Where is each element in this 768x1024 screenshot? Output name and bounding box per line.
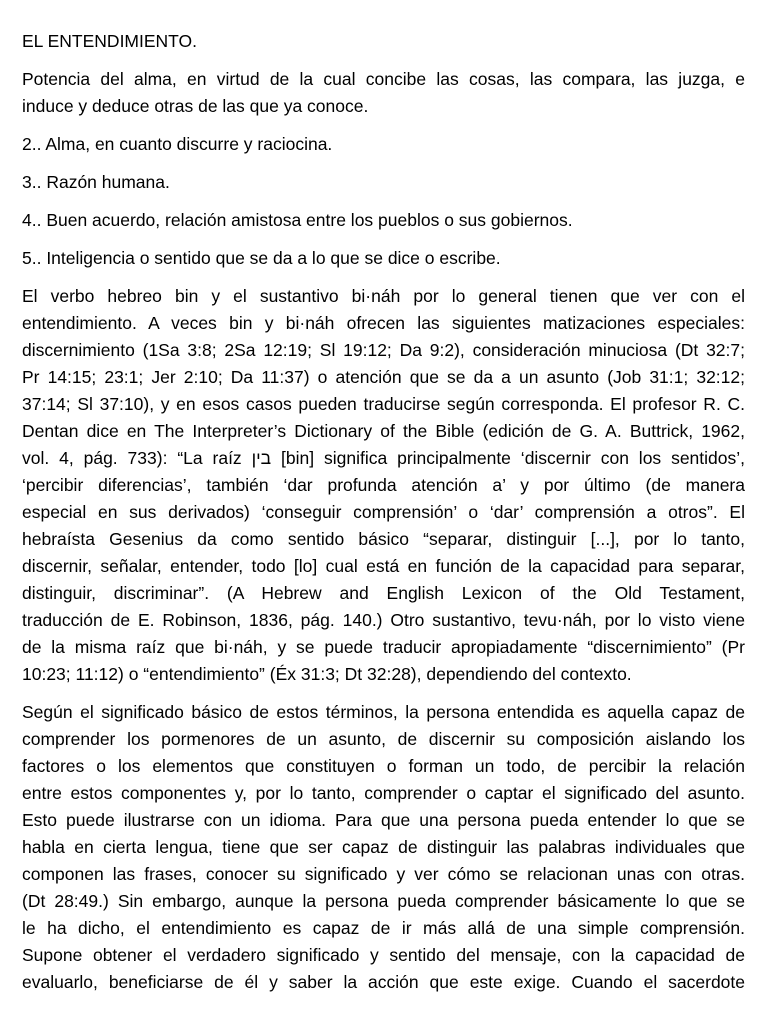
sense-item	[22, 207, 745, 234]
text-line: 37:14; Sl 37:10), y en esos casos pueden traducirse según corresponda. El profesor R. C.	[22, 394, 745, 414]
sense-text: 3.. Razón humana.	[22, 172, 170, 192]
text-line: habla en cierta lengua, tiene que ser capaz de distinguir las palabras individuales que	[22, 837, 745, 857]
text-line: ‘percibir diferencias’, también ‘dar profunda atención a’ y por último (de manera	[22, 475, 745, 495]
text-line: de la misma raíz que bi·náh, y se puede traducir apropiadamente “discernimiento” (Pr	[22, 637, 745, 657]
sense-text: 2.. Alma, en cuanto discurre y raciocina.	[22, 134, 333, 154]
text-line: El verbo hebreo bin y el sustantivo bi·náh por lo general tienen que ver con el	[22, 286, 745, 306]
sense-text: 4.. Buen acuerdo, relación amistosa entre los pueblos o sus gobiernos.	[22, 210, 573, 230]
text-line: comprender los pormenores de un asunto, de discernir su composición aislando los	[22, 729, 745, 749]
text-line: Según el significado básico de estos términos, la persona entendida es aquella capaz de	[22, 702, 745, 722]
text-line: le ha dicho, el entendimiento es capaz de ir más allá de una simple comprensión.	[22, 918, 745, 938]
text-line: Supone obtener el verdadero significado y sentido del mensaje, con la capacidad de	[22, 945, 745, 965]
text-line: entre estos componentes y, por lo tanto, comprender o captar el significado del asunto.	[22, 783, 745, 803]
text-line: distinguir, discriminar”. (A Hebrew and English Lexicon of the Old Testament,	[22, 583, 745, 603]
text-line: vol. 4, pág. 733): “La raíz בין [bin] significa principalmente ‘discernir con los sentidos’,	[22, 448, 745, 468]
text-line: induce y deduce otras de las que ya conoce.	[22, 96, 369, 116]
text-line: evaluarlo, beneficiarse de él y saber la acción que este exige. Cuando el sacerdote	[22, 972, 745, 992]
text-line: hebraísta Gesenius da como sentido básico “separar, distinguir [...], por lo tanto,	[22, 529, 745, 549]
text-line: Esto puede ilustrarse con un idioma. Para que una persona pueda entender lo que se	[22, 810, 745, 830]
sense-item	[22, 245, 745, 272]
sense-item	[22, 169, 745, 196]
text-line: entendimiento. A veces bin y bi·náh ofrecen las siguientes matizaciones especiales:	[22, 313, 745, 333]
text-line: discernir, señalar, entender, todo [lo] cual está en función de la capacidad para separar,	[22, 556, 745, 576]
text-line: 10:23; 11:12) o “entendimiento” (Éx 31:3; Dt 32:28), dependiendo del contexto.	[22, 664, 632, 684]
text-line: factores o los elementos que constituyen o forman un todo, de percibir la relación	[22, 756, 745, 776]
sense-text: 5.. Inteligencia o sentido que se da a lo que se dice o escribe.	[22, 248, 501, 268]
body-paragraph	[22, 283, 745, 688]
document-title	[22, 28, 745, 55]
text-line: Potencia del alma, en virtud de la cual concibe las cosas, las compara, las juzga, e	[22, 69, 745, 89]
text-line: componen las frases, conocer su significado y ver cómo se relacionan unas con otras.	[22, 864, 745, 884]
text-line: (Dt 28:49.) Sin embargo, aunque la persona pueda comprender básicamente lo que se	[22, 891, 745, 911]
title-text: EL ENTENDIMIENTO.	[22, 31, 198, 51]
text-line: Dentan dice en The Interpreter’s Dictionary of the Bible (edición de G. A. Buttrick, 1962,	[22, 421, 745, 441]
body-paragraph	[22, 699, 745, 996]
text-line: especial en sus derivados) ‘conseguir comprensión’ o ‘dar’ comprensión a otros”. El	[22, 502, 745, 522]
text-line: Pr 14:15; 23:1; Jer 2:10; Da 11:37) o atención que se da a un asunto (Job 31:1; 32:12;	[22, 367, 745, 387]
text-line: discernimiento (1Sa 3:8; 2Sa 12:19; Sl 19:12; Da 9:2), consideración minuciosa (Dt 32:7;	[22, 340, 745, 360]
text-line: traducción de E. Robinson, 1836, pág. 140.) Otro sustantivo, tevu·náh, por lo visto viene	[22, 610, 745, 630]
sense-item	[22, 131, 745, 158]
definition-paragraph	[22, 66, 745, 120]
